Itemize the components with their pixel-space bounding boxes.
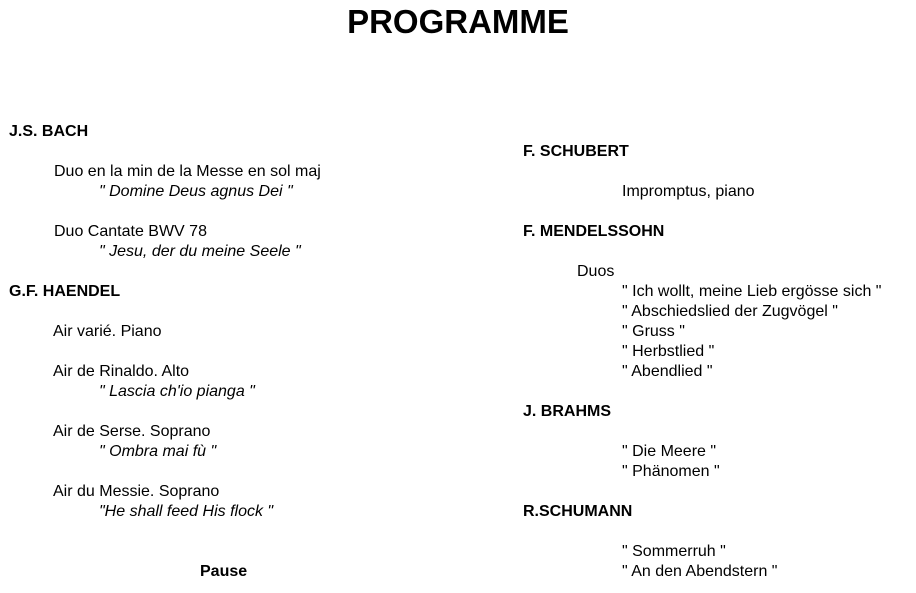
composer-bach: J.S. BACH — [9, 123, 89, 140]
composer-haendel: G.F. HAENDEL — [9, 283, 121, 300]
piece-group: Duos — [577, 263, 615, 280]
piece-quote: "He shall feed His flock " — [99, 503, 274, 520]
composer-schubert: F. SCHUBERT — [523, 143, 629, 160]
song-title: " Herbstlied " — [622, 343, 715, 360]
piece-quote: " Ombra mai fù " — [99, 443, 217, 460]
piece-title: Duo Cantate BWV 78 — [54, 223, 207, 240]
pause-label: Pause — [200, 563, 248, 580]
piece-title: Duo en la min de la Messe en sol maj — [54, 163, 321, 180]
piece-quote: " Domine Deus agnus Dei " — [99, 183, 293, 200]
song-title: " Die Meere " — [622, 443, 717, 460]
song-title: " Abendlied " — [622, 363, 713, 380]
song-title: " Abschiedslied der Zugvögel " — [622, 303, 838, 320]
song-title: " An den Abendstern " — [622, 563, 778, 580]
page-title: PROGRAMME — [347, 3, 569, 40]
composer-schumann: R.SCHUMANN — [523, 503, 633, 520]
song-title: " Sommerruh " — [622, 543, 726, 560]
piece-title: Air de Rinaldo. Alto — [53, 363, 190, 380]
piece-title: Impromptus, piano — [622, 183, 755, 200]
composer-brahms: J. BRAHMS — [523, 403, 612, 420]
piece-quote: " Jesu, der du meine Seele " — [99, 243, 301, 260]
song-title: " Gruss " — [622, 323, 685, 340]
piece-quote: " Lascia ch'io pianga " — [99, 383, 255, 400]
composer-mendelssohn: F. MENDELSSOHN — [523, 223, 665, 240]
piece-title: Air varié. Piano — [53, 323, 162, 340]
song-title: " Ich wollt, meine Lieb ergösse sich " — [622, 283, 882, 300]
piece-title: Air du Messie. Soprano — [53, 483, 220, 500]
song-title: " Phänomen " — [622, 463, 720, 480]
piece-title: Air de Serse. Soprano — [53, 423, 211, 440]
